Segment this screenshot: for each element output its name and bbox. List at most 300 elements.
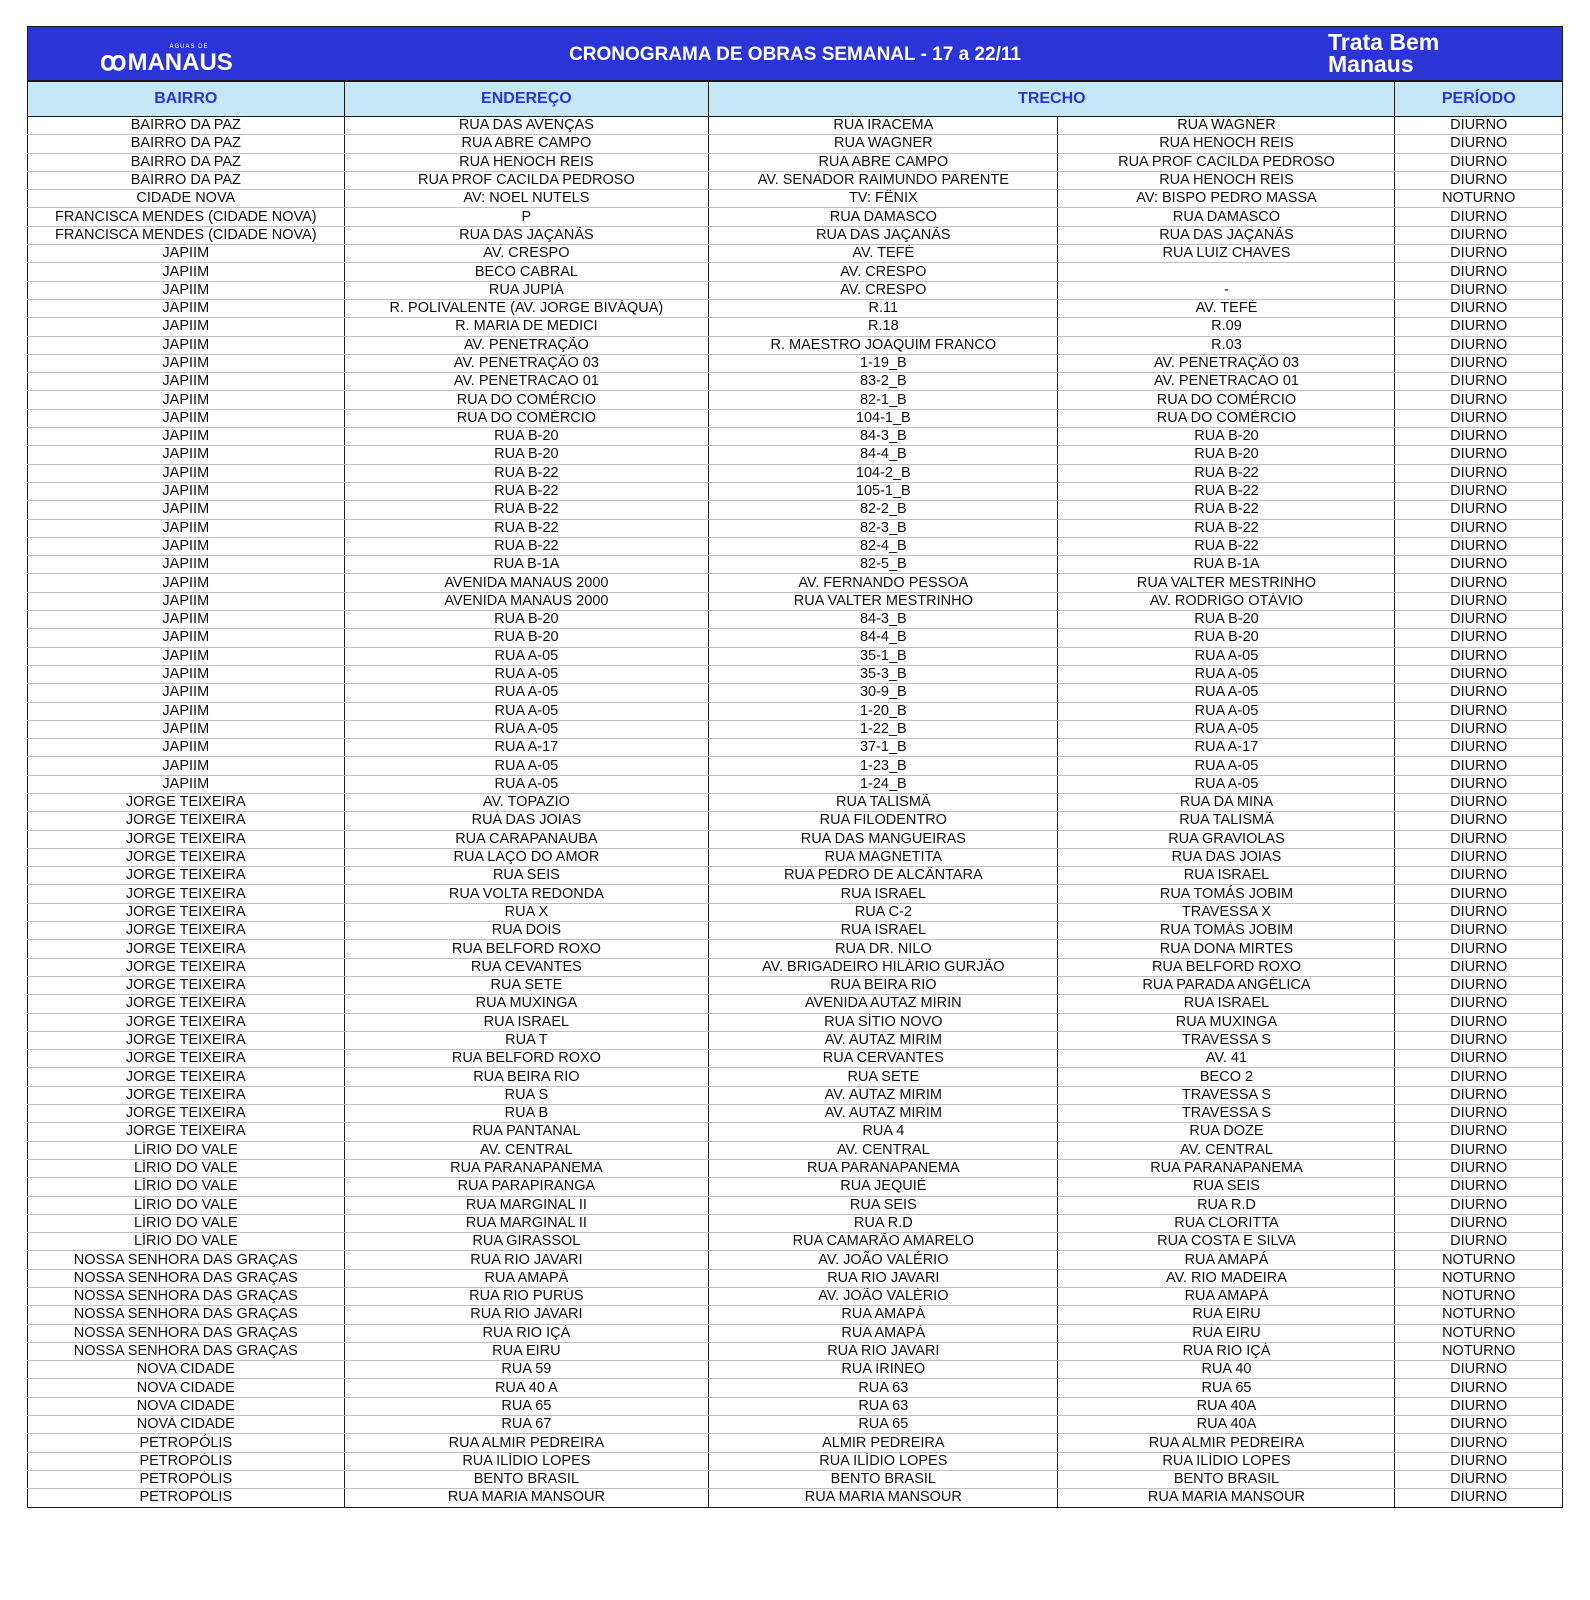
cell-endereco: BENTO BRASIL (344, 1470, 709, 1488)
cell-periodo: DIURNO (1395, 281, 1563, 299)
cell-trecho-inicio: RUA BEIRA RIO (709, 976, 1058, 994)
cell-bairro: JORGE TEIXEIRA (28, 940, 345, 958)
cell-trecho-inicio: AV. TEFÉ (709, 245, 1058, 263)
table-row (28, 684, 1563, 702)
cell-endereco: RUA SETE (344, 976, 709, 994)
cell-trecho-inicio: BENTO BRASIL (709, 1470, 1058, 1488)
cell-bairro: NOVA CIDADE (28, 1416, 345, 1434)
cell-trecho-inicio: RUA DAS MANGUEIRAS (709, 830, 1058, 848)
cell-periodo: DIURNO (1395, 995, 1563, 1013)
cell-trecho-fim: RUA LUIZ CHAVES (1058, 245, 1395, 263)
cell-bairro: PETROPÓLIS (28, 1489, 345, 1507)
cell-trecho-fim: RUA A-05 (1058, 720, 1395, 738)
cell-bairro: JORGE TEIXEIRA (28, 958, 345, 976)
table-row (28, 1269, 1563, 1287)
cell-periodo: DIURNO (1395, 336, 1563, 354)
cell-endereco: RUA BEIRA RIO (344, 1068, 709, 1086)
cell-endereco: RUA DO COMÉRCIO (344, 409, 709, 427)
cell-trecho-fim: RUA B-20 (1058, 428, 1395, 446)
cell-endereco: RUA DAS JAÇANÃS (344, 226, 709, 244)
cell-endereco: RUA JUPIÁ (344, 281, 709, 299)
cell-trecho-inicio: AV. AUTAZ MIRIM (709, 1086, 1058, 1104)
cell-bairro: JAPIIM (28, 336, 345, 354)
cell-bairro: JAPIIM (28, 775, 345, 793)
cell-endereco: R. POLIVALENTE (AV. JORGE BIVÁQUA) (344, 299, 709, 317)
cell-periodo: NOTURNO (1395, 1269, 1563, 1287)
cell-periodo: DIURNO (1395, 1452, 1563, 1470)
cell-bairro: JAPIIM (28, 684, 345, 702)
cell-trecho-inicio: RUA ISRAEL (709, 885, 1058, 903)
table-row (28, 995, 1563, 1013)
cell-endereco: RUA A-05 (344, 775, 709, 793)
cell-periodo: DIURNO (1395, 885, 1563, 903)
cell-trecho-inicio: 1-19_B (709, 354, 1058, 372)
cell-bairro: JAPIIM (28, 647, 345, 665)
table-row (28, 1397, 1563, 1415)
cell-periodo: DIURNO (1395, 464, 1563, 482)
cell-periodo: DIURNO (1395, 867, 1563, 885)
cell-periodo: NOTURNO (1395, 1288, 1563, 1306)
cell-bairro: NOVA CIDADE (28, 1361, 345, 1379)
cell-bairro: JORGE TEIXEIRA (28, 1086, 345, 1104)
cell-bairro: JORGE TEIXEIRA (28, 903, 345, 921)
table-row (28, 1105, 1563, 1123)
cell-endereco: RUA DAS AVENÇAS (344, 117, 709, 135)
cell-endereco: RUA B-22 (344, 482, 709, 500)
cell-bairro: JAPIIM (28, 519, 345, 537)
cell-endereco: RUA MARGINAL II (344, 1214, 709, 1232)
table-row (28, 830, 1563, 848)
cell-trecho-fim: TRAVESSA X (1058, 903, 1395, 921)
cell-trecho-inicio: RUA CAMARÃO AMARELO (709, 1233, 1058, 1251)
cell-trecho-inicio: R.18 (709, 318, 1058, 336)
cell-periodo: DIURNO (1395, 1397, 1563, 1415)
cell-trecho-fim: RUA B-20 (1058, 611, 1395, 629)
table-row (28, 428, 1563, 446)
cell-trecho-inicio: 104-2_B (709, 464, 1058, 482)
cell-periodo: DIURNO (1395, 117, 1563, 135)
cell-bairro: BAIRRO DA PAZ (28, 117, 345, 135)
cell-trecho-fim: TRAVESSA S (1058, 1105, 1395, 1123)
cell-trecho-fim: - (1058, 281, 1395, 299)
schedule-sheet (27, 26, 1563, 1508)
cell-bairro: BAIRRO DA PAZ (28, 153, 345, 171)
cell-bairro: NOVA CIDADE (28, 1397, 345, 1415)
cell-bairro: JAPIIM (28, 611, 345, 629)
cell-endereco: RUA A-05 (344, 684, 709, 702)
table-row (28, 1361, 1563, 1379)
cell-periodo: DIURNO (1395, 1434, 1563, 1452)
cell-trecho-fim: AV. PENETRAÇÃO 03 (1058, 354, 1395, 372)
cell-trecho-inicio: AVENIDA AUTAZ MIRIN (709, 995, 1058, 1013)
cell-bairro: JAPIIM (28, 665, 345, 683)
cell-periodo: DIURNO (1395, 171, 1563, 189)
table-row (28, 976, 1563, 994)
cell-bairro: JORGE TEIXEIRA (28, 848, 345, 866)
cell-trecho-fim: RUA WAGNER (1058, 117, 1395, 135)
cell-periodo: DIURNO (1395, 1489, 1563, 1507)
cell-trecho-fim: RUA EIRU (1058, 1306, 1395, 1324)
cell-endereco: RUA T (344, 1031, 709, 1049)
cell-periodo: DIURNO (1395, 373, 1563, 391)
cell-bairro: BAIRRO DA PAZ (28, 171, 345, 189)
cell-trecho-inicio: RUA PEDRO DE ALCÂNTARA (709, 867, 1058, 885)
cell-periodo: DIURNO (1395, 245, 1563, 263)
cell-trecho-fim: RUA ILÍDIO LOPES (1058, 1452, 1395, 1470)
cell-trecho-fim: RUA B-22 (1058, 482, 1395, 500)
cell-endereco: RUA B-22 (344, 537, 709, 555)
table-row (28, 1068, 1563, 1086)
table-row (28, 647, 1563, 665)
cell-periodo: DIURNO (1395, 1141, 1563, 1159)
cell-bairro: FRANCISCA MENDES (CIDADE NOVA) (28, 226, 345, 244)
table-row (28, 373, 1563, 391)
cell-trecho-fim: RUA AMAPÁ (1058, 1251, 1395, 1269)
table-row (28, 922, 1563, 940)
cell-endereco: RUA RIO JAVARI (344, 1251, 709, 1269)
cell-trecho-inicio: RUA ABRE CAMPO (709, 153, 1058, 171)
cell-periodo: DIURNO (1395, 153, 1563, 171)
cell-trecho-inicio: RUA FILODENTRO (709, 812, 1058, 830)
cell-trecho-fim: RUA B-22 (1058, 501, 1395, 519)
cell-periodo: DIURNO (1395, 976, 1563, 994)
table-row (28, 867, 1563, 885)
cell-trecho-inicio: ALMIR PEDREIRA (709, 1434, 1058, 1452)
cell-trecho-fim: RUA A-05 (1058, 647, 1395, 665)
cell-trecho-fim: RUA B-22 (1058, 519, 1395, 537)
cell-trecho-inicio: AV. JOÃO VALÉRIO (709, 1288, 1058, 1306)
cell-trecho-inicio: R.11 (709, 299, 1058, 317)
table-row (28, 519, 1563, 537)
cell-trecho-fim: RUA 40A (1058, 1397, 1395, 1415)
cell-endereco: AV. TOPAZIO (344, 793, 709, 811)
table-row (28, 318, 1563, 336)
cell-bairro: NOSSA SENHORA DAS GRAÇAS (28, 1288, 345, 1306)
cell-endereco: RUA DOIS (344, 922, 709, 940)
cell-periodo: DIURNO (1395, 1196, 1563, 1214)
cell-endereco: R. MARIA DE MEDICI (344, 318, 709, 336)
cell-endereco: RUA MUXINGA (344, 995, 709, 1013)
cell-trecho-inicio: 84-4_B (709, 446, 1058, 464)
cell-periodo: DIURNO (1395, 391, 1563, 409)
cell-trecho-fim: RUA A-05 (1058, 684, 1395, 702)
cell-trecho-inicio: RUA 4 (709, 1123, 1058, 1141)
cell-trecho-fim: TRAVESSA S (1058, 1031, 1395, 1049)
cell-bairro: JAPIIM (28, 757, 345, 775)
cell-trecho-inicio: RUA MARIA MANSOUR (709, 1489, 1058, 1507)
table-row (28, 1159, 1563, 1177)
cell-periodo: DIURNO (1395, 1416, 1563, 1434)
cell-trecho-inicio: RUA IRACEMA (709, 117, 1058, 135)
cell-endereco: RUA CEVANTES (344, 958, 709, 976)
cell-endereco: RUA A-05 (344, 702, 709, 720)
cell-periodo: DIURNO (1395, 757, 1563, 775)
table-row (28, 1123, 1563, 1141)
table-row (28, 226, 1563, 244)
table-row (28, 1251, 1563, 1269)
cell-bairro: JORGE TEIXEIRA (28, 1105, 345, 1123)
cell-bairro: JAPIIM (28, 281, 345, 299)
table-row (28, 757, 1563, 775)
logo-right-line1: Trata Bem (1328, 29, 1440, 55)
cell-periodo: DIURNO (1395, 1233, 1563, 1251)
cell-trecho-inicio: RUA R.D (709, 1214, 1058, 1232)
cell-endereco: RUA PROF CACILDA PEDROSO (344, 171, 709, 189)
column-header-bairro: BAIRRO (28, 82, 345, 117)
cell-bairro: JORGE TEIXEIRA (28, 976, 345, 994)
table-row (28, 848, 1563, 866)
table-row (28, 171, 1563, 189)
table-row (28, 1086, 1563, 1104)
cell-periodo: DIURNO (1395, 1105, 1563, 1123)
cell-bairro: JORGE TEIXEIRA (28, 885, 345, 903)
cell-endereco: RUA MARGINAL II (344, 1196, 709, 1214)
cell-endereco: RUA ALMIR PEDREIRA (344, 1434, 709, 1452)
cell-trecho-fim: RUA 40A (1058, 1416, 1395, 1434)
cell-endereco: RUA VOLTA REDONDA (344, 885, 709, 903)
cell-trecho-inicio: 84-3_B (709, 428, 1058, 446)
table-row (28, 1489, 1563, 1507)
cell-trecho-fim: RUA B-20 (1058, 446, 1395, 464)
table-row (28, 1288, 1563, 1306)
cell-periodo: DIURNO (1395, 830, 1563, 848)
cell-periodo: DIURNO (1395, 1470, 1563, 1488)
cell-endereco: AVENIDA MANAUS 2000 (344, 574, 709, 592)
cell-endereco: RUA RIO PURÚS (344, 1288, 709, 1306)
table-row (28, 281, 1563, 299)
cell-trecho-fim: AV. RODRIGO OTÁVIO (1058, 592, 1395, 610)
cell-periodo: DIURNO (1395, 958, 1563, 976)
cell-bairro: JORGE TEIXEIRA (28, 1031, 345, 1049)
cell-endereco: RUA EIRU (344, 1342, 709, 1360)
cell-trecho-fim: RUA 40 (1058, 1361, 1395, 1379)
aguas-logo-mark-icon: ꝏ (100, 46, 124, 76)
cell-trecho-inicio: RUA TALISMÃ (709, 793, 1058, 811)
cell-periodo: DIURNO (1395, 318, 1563, 336)
logo-word: MANAUS (127, 49, 233, 76)
cell-trecho-inicio: RUA 63 (709, 1397, 1058, 1415)
cell-endereco: RUA 59 (344, 1361, 709, 1379)
cell-endereco: RUA B-22 (344, 464, 709, 482)
cell-bairro: JAPIIM (28, 354, 345, 372)
table-row (28, 1141, 1563, 1159)
table-row (28, 702, 1563, 720)
cell-periodo: DIURNO (1395, 1178, 1563, 1196)
cell-bairro: JORGE TEIXEIRA (28, 995, 345, 1013)
logo-small-text: ÁGUAS DE (169, 44, 209, 50)
table-row (28, 1013, 1563, 1031)
cell-bairro: JAPIIM (28, 482, 345, 500)
cell-trecho-inicio: AV. CENTRAL (709, 1141, 1058, 1159)
cell-trecho-fim: RUA MUXINGA (1058, 1013, 1395, 1031)
table-row (28, 501, 1563, 519)
cell-trecho-fim: RUA R.D (1058, 1196, 1395, 1214)
cell-endereco: AV. PENETRACAO 01 (344, 373, 709, 391)
cell-trecho-inicio: RUA DAMASCO (709, 208, 1058, 226)
cell-trecho-fim: RUA B-22 (1058, 537, 1395, 555)
cell-trecho-inicio: 37-1_B (709, 739, 1058, 757)
table-row (28, 208, 1563, 226)
cell-periodo: DIURNO (1395, 903, 1563, 921)
cell-periodo: DIURNO (1395, 922, 1563, 940)
cell-trecho-fim: RUA B-22 (1058, 464, 1395, 482)
cell-trecho-fim: RUA AMAPÁ (1058, 1288, 1395, 1306)
cell-bairro: JORGE TEIXEIRA (28, 1013, 345, 1031)
cell-periodo: NOTURNO (1395, 1251, 1563, 1269)
cell-endereco: AV. CRESPO (344, 245, 709, 263)
cell-trecho-fim: RUA PARANAPANEMA (1058, 1159, 1395, 1177)
cell-periodo: DIURNO (1395, 1361, 1563, 1379)
table-row (28, 1379, 1563, 1397)
cell-trecho-fim: RUA A-05 (1058, 702, 1395, 720)
cell-endereco: RUA GIRASSOL (344, 1233, 709, 1251)
cell-trecho-fim: RUA DAS JOIAS (1058, 848, 1395, 866)
cell-trecho-fim: RUA B-20 (1058, 629, 1395, 647)
cell-trecho-inicio: AV. SENADOR RAIMUNDO PARENTE (709, 171, 1058, 189)
cell-bairro: NOSSA SENHORA DAS GRAÇAS (28, 1342, 345, 1360)
cell-trecho-fim: RUA DAMASCO (1058, 208, 1395, 226)
column-header-trecho: TRECHO (709, 82, 1395, 117)
cell-bairro: JORGE TEIXEIRA (28, 867, 345, 885)
cell-periodo: DIURNO (1395, 299, 1563, 317)
cell-bairro: JORGE TEIXEIRA (28, 922, 345, 940)
cell-trecho-fim: RUA A-05 (1058, 665, 1395, 683)
cell-periodo: DIURNO (1395, 208, 1563, 226)
cell-endereco: RUA A-05 (344, 665, 709, 683)
cell-trecho-fim: AV. 41 (1058, 1050, 1395, 1068)
cell-bairro: JAPIIM (28, 702, 345, 720)
table-row (28, 1031, 1563, 1049)
cell-trecho-fim: RUA PARADA ANGÉLICA (1058, 976, 1395, 994)
cell-trecho-fim: RUA DO COMÉRCIO (1058, 409, 1395, 427)
cell-bairro: JORGE TEIXEIRA (28, 1068, 345, 1086)
cell-trecho-inicio: RUA SEIS (709, 1196, 1058, 1214)
cell-bairro: NOSSA SENHORA DAS GRAÇAS (28, 1324, 345, 1342)
cell-trecho-inicio: 104-1_B (709, 409, 1058, 427)
cell-endereco: RUA X (344, 903, 709, 921)
cell-trecho-inicio: RUA JEQUIÉ (709, 1178, 1058, 1196)
cell-endereco: RUA ABRE CAMPO (344, 135, 709, 153)
cell-periodo: DIURNO (1395, 501, 1563, 519)
cell-trecho-fim: RUA A-05 (1058, 757, 1395, 775)
cell-trecho-inicio: 84-3_B (709, 611, 1058, 629)
table-row (28, 190, 1563, 208)
cell-endereco: RUA B-22 (344, 501, 709, 519)
cell-trecho-inicio: AV. AUTAZ MIRIM (709, 1105, 1058, 1123)
cell-trecho-inicio: RUA 63 (709, 1379, 1058, 1397)
cell-trecho-fim: AV. RIO MADEIRA (1058, 1269, 1395, 1287)
cell-trecho-fim: RUA 65 (1058, 1379, 1395, 1397)
cell-bairro: JORGE TEIXEIRA (28, 812, 345, 830)
cell-trecho-fim: RUA DAS JAÇANÃS (1058, 226, 1395, 244)
table-row (28, 1214, 1563, 1232)
cell-endereco: RUA SEIS (344, 867, 709, 885)
cell-trecho-fim: RUA PROF CACILDA PEDROSO (1058, 153, 1395, 171)
cell-bairro: LÍRIO DO VALE (28, 1196, 345, 1214)
cell-endereco: RUA BELFORD ROXO (344, 940, 709, 958)
cell-endereco: AV. PENETRAÇÃO 03 (344, 354, 709, 372)
cell-trecho-fim: RUA SEIS (1058, 1178, 1395, 1196)
table-row (28, 464, 1563, 482)
cell-bairro: JAPIIM (28, 428, 345, 446)
table-row (28, 812, 1563, 830)
cell-trecho-inicio: RUA DAS JAÇANÃS (709, 226, 1058, 244)
cell-trecho-fim: RUA DA MINA (1058, 793, 1395, 811)
cell-periodo: DIURNO (1395, 592, 1563, 610)
cell-periodo: DIURNO (1395, 647, 1563, 665)
cell-endereco: RUA MARIA MANSOUR (344, 1489, 709, 1507)
cell-trecho-inicio: 82-1_B (709, 391, 1058, 409)
cell-bairro: JAPIIM (28, 464, 345, 482)
cell-trecho-inicio: RUA C-2 (709, 903, 1058, 921)
cell-periodo: NOTURNO (1395, 190, 1563, 208)
cell-periodo: DIURNO (1395, 1050, 1563, 1068)
cell-bairro: JAPIIM (28, 409, 345, 427)
cell-periodo: DIURNO (1395, 428, 1563, 446)
table-row (28, 135, 1563, 153)
cell-periodo: DIURNO (1395, 611, 1563, 629)
cell-periodo: DIURNO (1395, 409, 1563, 427)
cell-trecho-fim: RUA A-05 (1058, 775, 1395, 793)
cell-trecho-fim: RUA B-1A (1058, 556, 1395, 574)
cell-endereco: RUA ISRAEL (344, 1013, 709, 1031)
cell-periodo: DIURNO (1395, 665, 1563, 683)
cell-periodo: NOTURNO (1395, 1324, 1563, 1342)
column-header-periodo: PERÍODO (1395, 82, 1563, 117)
cell-trecho-fim: RUA ALMIR PEDREIRA (1058, 1434, 1395, 1452)
cell-bairro: JAPIIM (28, 739, 345, 757)
cell-trecho-inicio: 1-20_B (709, 702, 1058, 720)
cell-trecho-fim (1058, 263, 1395, 281)
cell-trecho-fim: RUA COSTA E SILVA (1058, 1233, 1395, 1251)
cell-endereco: RUA CARAPANAUBA (344, 830, 709, 848)
cell-endereco: AVENIDA MANAUS 2000 (344, 592, 709, 610)
cell-bairro: JAPIIM (28, 446, 345, 464)
cell-trecho-fim: BENTO BRASIL (1058, 1470, 1395, 1488)
cell-endereco: AV: NOEL NUTELS (344, 190, 709, 208)
cell-bairro: LÍRIO DO VALE (28, 1233, 345, 1251)
cell-bairro: JAPIIM (28, 720, 345, 738)
cell-trecho-fim: TRAVESSA S (1058, 1086, 1395, 1104)
cell-trecho-fim: RUA TOMÁS JOBIM (1058, 922, 1395, 940)
table-row (28, 574, 1563, 592)
table-row (28, 482, 1563, 500)
cell-trecho-fim: RUA CLORITTA (1058, 1214, 1395, 1232)
cell-periodo: NOTURNO (1395, 1306, 1563, 1324)
table-row (28, 1470, 1563, 1488)
cell-trecho-inicio: RUA WAGNER (709, 135, 1058, 153)
cell-endereco: RUA HENOCH REIS (344, 153, 709, 171)
cell-trecho-inicio: RUA PARANAPANEMA (709, 1159, 1058, 1177)
table-row (28, 1416, 1563, 1434)
cell-bairro: NOVA CIDADE (28, 1379, 345, 1397)
cell-bairro: JORGE TEIXEIRA (28, 830, 345, 848)
cell-trecho-inicio: TV: FÊNIX (709, 190, 1058, 208)
cell-bairro: JAPIIM (28, 556, 345, 574)
cell-trecho-inicio: RUA SETE (709, 1068, 1058, 1086)
table-row (28, 775, 1563, 793)
cell-bairro: NOSSA SENHORA DAS GRAÇAS (28, 1269, 345, 1287)
cell-periodo: DIURNO (1395, 1068, 1563, 1086)
cell-periodo: DIURNO (1395, 1013, 1563, 1031)
cell-periodo: NOTURNO (1395, 1342, 1563, 1360)
cell-endereco: AV. CENTRAL (344, 1141, 709, 1159)
cell-periodo: DIURNO (1395, 446, 1563, 464)
cell-trecho-fim: AV. PENETRACAO 01 (1058, 373, 1395, 391)
cell-trecho-fim: RUA EIRU (1058, 1324, 1395, 1342)
cell-trecho-fim: AV: BISPO PEDRO MASSA (1058, 190, 1395, 208)
table-row (28, 1324, 1563, 1342)
